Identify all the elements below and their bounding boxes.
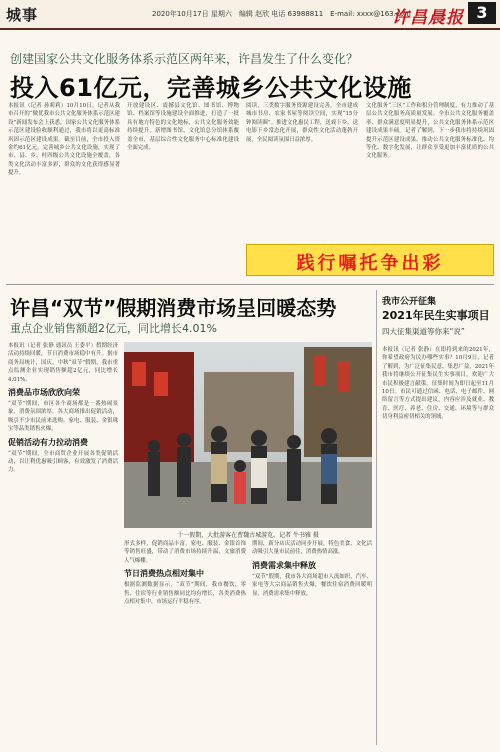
story1-col-2: 开放建设区、震撼县文化馆、图书馆、博物馆、档案馆等设施建设全面推进，打造了一批具有地方特色的文化地标，公共文化服务效能持续提升。新增图书馆、文化馆总分馆体系覆盖全市，基层综合性文化服务中心标准化建设全面完成。 bbox=[127, 103, 239, 152]
newspaper-masthead: 许昌晨报 bbox=[392, 8, 464, 28]
story2-col1-text3: “双节”期间，全市商贸企业开展各类促销活动，以让利优惠吸引顾客，有效激发了消费活力。 bbox=[8, 450, 118, 474]
story2-col1-text2: “双节”期间，市区各个商场都是一番热闹景象，消费氛围浓厚。各大商场推出促销活动，吸引不少市民前来选购。家电、服装、金银珠宝等品类销售火爆。 bbox=[8, 401, 118, 433]
sidebar-title: 2021年民生实事项目 bbox=[382, 309, 490, 322]
story2-photo bbox=[124, 342, 372, 528]
story2-col1-text: 本报讯（记者 张静 通讯员 王委平）假期经济活动持续回暖，节日消费市场稳中有升。据市商务局统计，国庆、中秋“双节”假期，我市重点监测企业实现销售额超2亿元，同比增长4.01%。 bbox=[8, 343, 118, 383]
page-number: 3 bbox=[468, 2, 496, 24]
sidebar-story bbox=[382, 294, 494, 337]
story2-subhead: 重点企业销售额超2亿元，同比增长4.01% bbox=[10, 322, 217, 335]
story1-col-1: 本报讯（记者 孙莉莉）10月10日，记者从我市召开的“做优我市公共文化服务体系示范区建设”新闻发布会上获悉，国家公共文化服务体系示范区建设验收顺利通过，我市将以更高标准巩固示范区建设成果。截至目前，全市投入资金约61亿元，完善城乡公共文化设施，实现了市、县、乡、村四级公共文化设施全覆盖，各类文化活动丰富多彩，群众的文化获得感显著提升。 bbox=[8, 103, 120, 177]
sidebar-subtitle: 四大征集渠道等你来“说” bbox=[382, 327, 465, 336]
photo-caption: 十一假期，大批游客在曹魏古城游览。记者 牛书雅 摄 bbox=[177, 532, 319, 539]
story1-kicker: 创建国家公共文化服务体系示范区两年来，许昌发生了什么变化？ bbox=[10, 52, 359, 66]
story2-subheading-1: 消费品市场欣欣向荣 bbox=[8, 388, 80, 398]
sidebar-body: 本报讯（记者 张静）在即将到来的2021年，你希望政府为民办哪些实事？10月9日，记者了解到，为广泛征集民意，集思广益，2021年我市将继续公开征集民生实事项目，欢迎广大市民积极建言献策。征集时间为即日起至11月10日。市民可通过信函、电话、电子邮件、网络留言等方式提出建议，内容应涉及就业、教育、医疗、养老、住房、交通、环境等与群众切身利益密切相关的领域。 bbox=[382, 347, 494, 421]
story2-col-2 bbox=[124, 540, 246, 746]
banner-text: 践行嘱托争出彩 bbox=[296, 253, 444, 274]
story1-col-3: 阅读，三类数字服务资源建设完善。全市建成城市书房、农家书屋等阅读空间，实现“15分钟阅读圈”。推进文化惠民工程，送戏下乡、送电影下乡常态化开展，群众性文化活动蓬勃开展，全民阅读氛围日益浓厚。 bbox=[246, 103, 358, 143]
story2-col2-text2: 根据监测数据显示，“双节”期间，我市餐饮、零售、住宿等行业销售额同比均有增长，各类消费热点相对集中，市场运行平稳有序。 bbox=[124, 582, 246, 606]
story2-col3-text2: “双节”假期，我市各大商场超市人流如织，汽车、家电等大宗商品销售火爆，餐饮住宿消费回暖明显，消费需求集中释放。 bbox=[252, 573, 372, 597]
story1-headline: 投入61亿元，完善城乡公共文化设施 bbox=[10, 74, 412, 102]
page-header bbox=[0, 0, 500, 30]
section-divider bbox=[6, 284, 494, 285]
story1-col-4: 文化服务“三区”工作和积分管理制度，有力推动了基层公共文化服务高质量发展。全市公共文化服务覆盖率、群众满意度明显提升，公共文化服务体系示范区建设成果丰硕。记者了解到，下一步我市将持续巩固提升示范区建设成果，推动公共文化服务标准化、均等化、数字化发展，让群众享受更加丰富优质的公共文化服务。 bbox=[366, 103, 494, 160]
issue-meta: 2020年10月17日 星期六 编辑 赵欣 电话 63988811 E-mail: xxxx@163.com bbox=[152, 10, 411, 18]
story2-col3-text: 期间，新分店庆活动同步开展，特色美食、文化活动吸引大量市民前往，消费热情高涨。 bbox=[252, 541, 372, 556]
crowd-street-photo bbox=[124, 342, 372, 528]
slogan-banner bbox=[246, 244, 494, 276]
story2-subheading-4: 消费需求集中释放 bbox=[252, 560, 316, 570]
section-title: 城事 bbox=[6, 6, 39, 24]
sidebar-divider bbox=[376, 290, 377, 745]
story2-headline: 许昌“双节”假期消费市场呈回暖态势 bbox=[10, 296, 337, 320]
story2-subheading-3: 节日消费热点相对集中 bbox=[124, 569, 204, 579]
story2-col-1 bbox=[8, 342, 118, 746]
story2-col-3 bbox=[252, 540, 372, 746]
story2-col2-text: 形式多样，促销商品丰富，家电、服装、金银首饰等销售旺盛，带动了消费市场持续升温，文旅消费人气爆棚。 bbox=[124, 541, 246, 564]
sidebar-kicker: 我市公开征集 bbox=[382, 297, 437, 307]
story2-subheading-2: 促销活动有力拉动消费 bbox=[8, 437, 88, 447]
